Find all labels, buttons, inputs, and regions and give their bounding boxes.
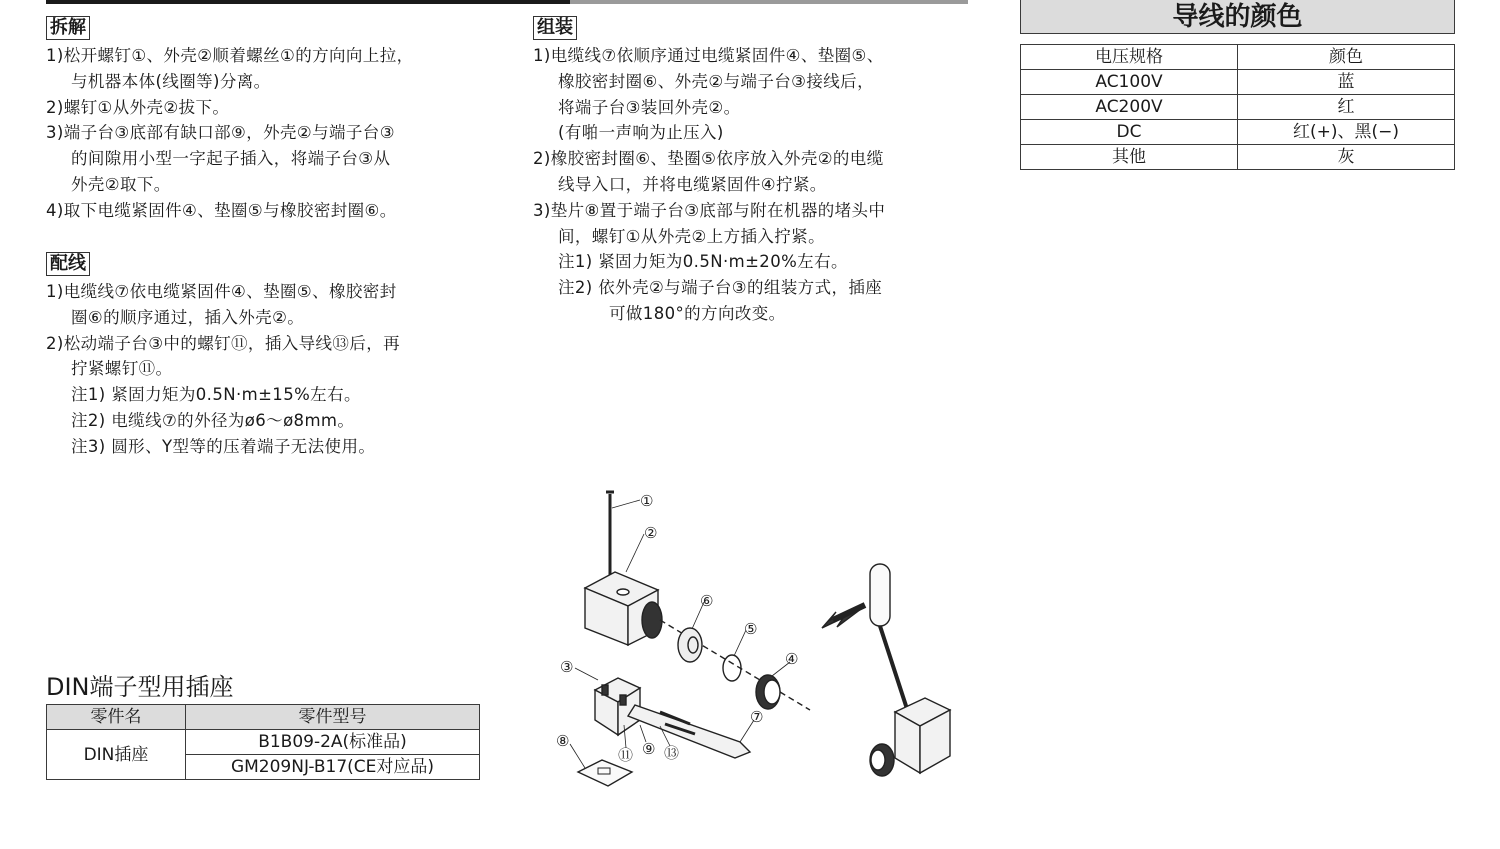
text-line: 1)电缆线⑦依电缆紧固件④、垫圈⑤、橡胶密封 — [46, 282, 397, 301]
diagram-label-3: ③ — [560, 658, 574, 676]
diagram-label-9: ⑨ — [642, 740, 656, 758]
note-line: 注2) 依外壳②与端子台③的组装方式，插座 — [558, 278, 883, 298]
exploded-assembly-diagram — [540, 480, 980, 810]
top-rule-dark — [46, 0, 570, 4]
text-line: 外壳②取下。 — [71, 174, 171, 194]
assembled-connector-illustration — [870, 698, 950, 776]
diagram-label-2: ② — [644, 524, 658, 542]
table-header-row — [47, 705, 480, 730]
text-line: 3)垫片⑧置于端子台③底部与附在机器的堵头中 — [533, 200, 886, 220]
screwdriver-illustration — [870, 564, 908, 712]
note-line: 注1) 紧固力矩为0.5N·m±20%左右。 — [558, 252, 848, 272]
table-cell: 其他 — [1021, 145, 1238, 170]
text-line: 将端子台③装回外壳②。 — [558, 97, 741, 117]
diagram-label-11: ⑪ — [618, 746, 634, 764]
cable-gland-illustration — [756, 675, 780, 709]
table-cell: AC200V — [1021, 95, 1238, 120]
diagram-label-5: ⑤ — [744, 620, 758, 638]
text-line: 2)橡胶密封圈⑥、垫圈⑤依序放入外壳②的电缆 — [533, 149, 884, 169]
text-line: 与机器本体(线圈等)分离。 — [71, 71, 271, 91]
diagram-label-6: ⑥ — [700, 592, 714, 610]
top-rule-light — [570, 0, 968, 4]
wiring-lines — [46, 279, 400, 460]
note-line: 注3) 圆形、Y型等的压着端子无法使用。 — [71, 436, 376, 456]
disassembly-lines — [46, 43, 414, 224]
direction-arrow-icon — [822, 605, 865, 628]
table-cell: 红 — [1238, 95, 1455, 120]
table-row — [1021, 45, 1455, 70]
table-cell: 灰 — [1238, 145, 1455, 170]
din-socket-title: DIN端子型用插座 — [46, 673, 234, 701]
assembly-section — [533, 16, 885, 327]
diagram-label-4: ④ — [785, 650, 799, 668]
header-cell: 零件名 — [47, 705, 186, 730]
disassembly-title: 拆解 — [46, 16, 90, 40]
header-cell: 颜色 — [1238, 45, 1455, 70]
table-row — [1021, 95, 1455, 120]
text-line: 橡胶密封圈⑥、外壳②与端子台③接线后， — [558, 71, 874, 91]
table-row — [47, 730, 480, 755]
table-row — [1021, 145, 1455, 170]
text-line: 1)松开螺钉①、外壳②顺着螺丝①的方向向上拉， — [46, 46, 414, 65]
text-line: 圈⑥的顺序通过，插入外壳②。 — [71, 307, 305, 327]
din-socket-table — [46, 704, 480, 780]
text-line: 1)电缆线⑦依顺序通过电缆紧固件④、垫圈⑤、 — [533, 46, 884, 65]
diagram-label-8: ⑧ — [556, 732, 570, 750]
housing-illustration — [585, 572, 662, 645]
model-cell: GM209NJ-B17(CE对应品) — [186, 755, 480, 780]
text-line: 拧紧螺钉⑪。 — [71, 359, 173, 379]
note-line: 注2) 电缆线⑦的外径为ø6〜ø8mm。 — [71, 410, 355, 430]
text-line: 的间隙用小型一字起子插入，将端子台③从 — [71, 149, 391, 169]
diagram-label-1: ① — [640, 492, 654, 510]
header-cell: 零件型号 — [186, 705, 480, 730]
text-line: 2)松动端子台③中的螺钉⑪，插入导线⑬后，再 — [46, 333, 401, 353]
header-cell: 电压规格 — [1021, 45, 1238, 70]
text-line: (有啪一声响为止压入) — [558, 123, 724, 143]
assembly-lines — [533, 43, 885, 327]
table-row — [1021, 70, 1455, 95]
diagram-label-7: ⑦ — [750, 708, 764, 726]
table-cell: 蓝 — [1238, 70, 1455, 95]
assembly-title: 组装 — [533, 16, 577, 40]
table-row — [1021, 120, 1455, 145]
part-name-cell: DIN插座 — [47, 730, 186, 780]
text-line: 2)螺钉①从外壳②拔下。 — [46, 97, 230, 117]
lead-colors-table — [1020, 44, 1455, 170]
wiring-section — [46, 252, 400, 460]
disassembly-section — [46, 16, 414, 224]
wiring-title: 配线 — [46, 252, 90, 276]
rubber-seal-illustration — [678, 628, 702, 662]
table-cell: 红(+)、黑(−) — [1238, 120, 1455, 145]
washer-illustration — [723, 655, 741, 681]
table-cell: DC — [1021, 120, 1238, 145]
table-cell: AC100V — [1021, 70, 1238, 95]
model-cell: B1B09-2A(标准品) — [186, 730, 480, 755]
text-line: 4)取下电缆紧固件④、垫圈⑤与橡胶密封圈⑥。 — [46, 200, 397, 220]
text-line: 线导入口，并将电缆紧固件④拧紧。 — [558, 174, 827, 194]
text-line: 间，螺钉①从外壳②上方插入拧紧。 — [558, 226, 825, 246]
text-line: 3)端子台③底部有缺口部⑨，外壳②与端子台③ — [46, 123, 395, 143]
note-line: 可做180°的方向改变。 — [609, 303, 786, 323]
diagram-label-13: ⑬ — [664, 744, 680, 762]
note-line: 注1) 紧固力矩为0.5N·m±15%左右。 — [71, 385, 361, 405]
lead-colors-title: 导线的颜色 — [1020, 0, 1455, 34]
